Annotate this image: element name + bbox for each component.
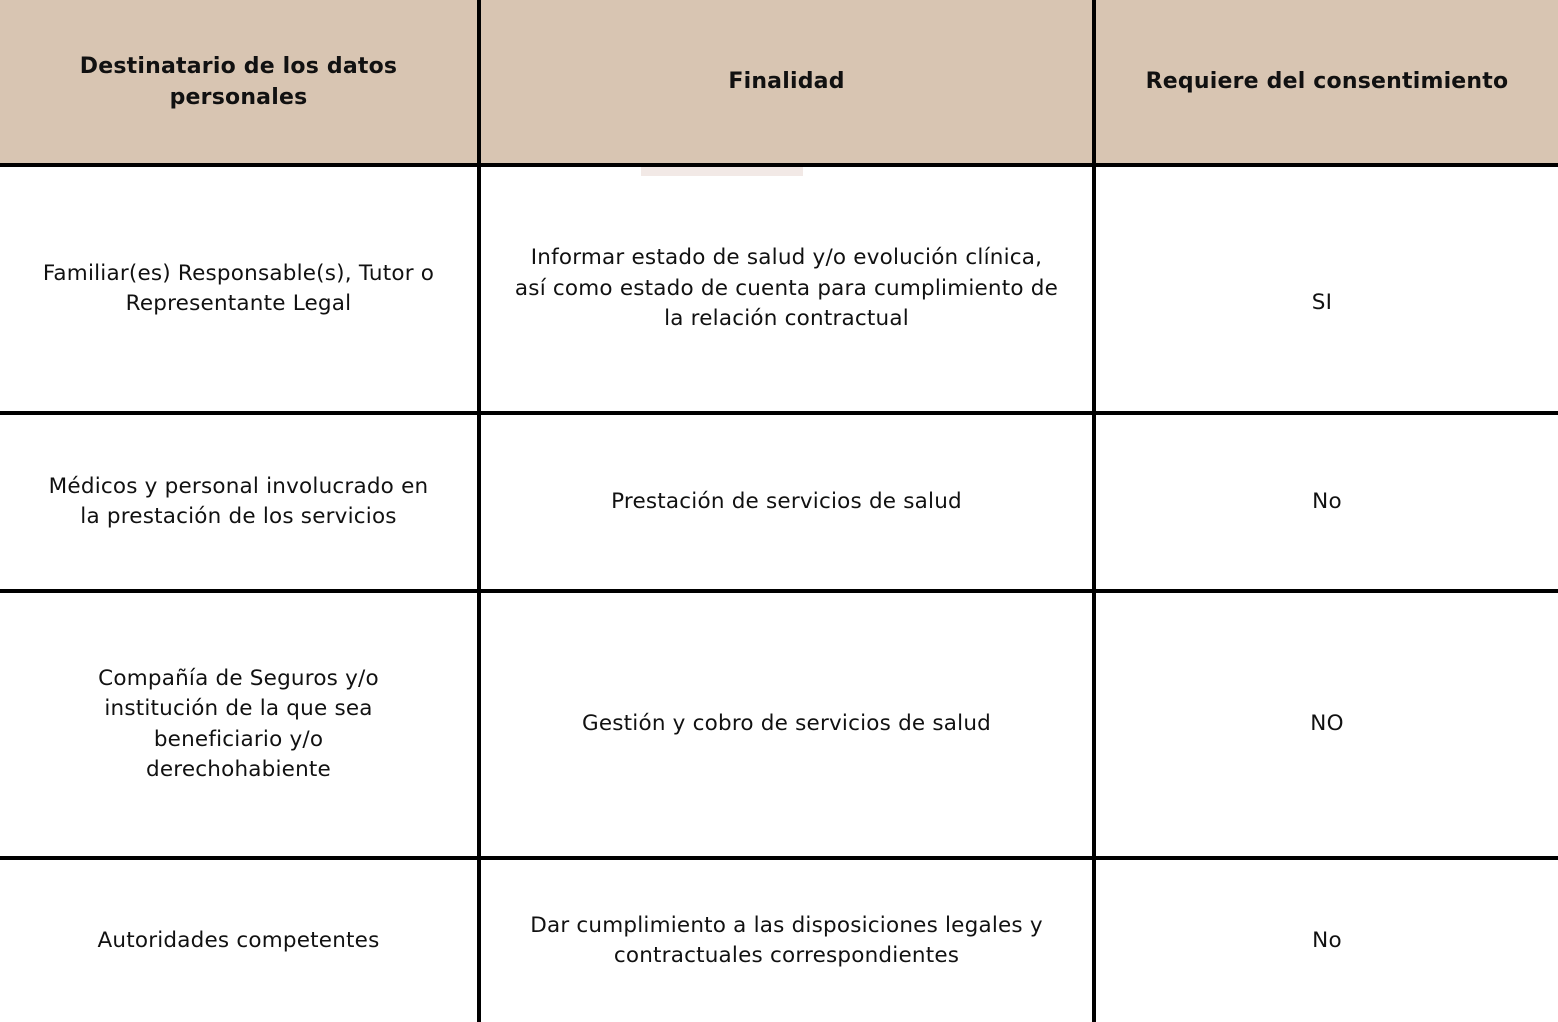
table-row-2-consentimiento bbox=[1096, 415, 1558, 589]
cell-text: Prestación de servicios de salud bbox=[611, 488, 962, 514]
table-row-3-destinatario bbox=[0, 593, 477, 856]
cell-text: No bbox=[1312, 927, 1342, 953]
cell-text: Médicos y personal involucrado en la prestación de los servicios bbox=[48, 473, 429, 529]
table-row-3-consentimiento bbox=[1096, 593, 1558, 856]
header-destinatario bbox=[0, 0, 477, 163]
cell-text: Dar cumplimiento a las disposiciones legales y contractuales correspondientes bbox=[530, 912, 1043, 968]
cell-text: Compañía de Seguros y/o institución de la que sea beneficiario y/o derechohabiente bbox=[98, 665, 379, 782]
cell-text: NO bbox=[1310, 711, 1344, 737]
cell-text: No bbox=[1312, 488, 1342, 514]
cell-text: Informar estado de salud y/o evolución clínica, así como estado de cuenta para cumplimiento de la relación contractual bbox=[514, 245, 1059, 332]
row-divider bbox=[0, 411, 1558, 415]
highlight-artifact bbox=[641, 167, 803, 176]
row-divider bbox=[0, 163, 1558, 167]
table-row-4-destinatario bbox=[0, 860, 477, 1022]
table-row-1-destinatario bbox=[0, 167, 477, 411]
table-row-1-consentimiento bbox=[1096, 167, 1558, 411]
column-divider bbox=[1092, 0, 1096, 1022]
table-row-4-finalidad bbox=[481, 860, 1092, 1022]
table-row-4-consentimiento bbox=[1096, 860, 1558, 1022]
table-row-2-finalidad bbox=[481, 415, 1092, 589]
row-divider bbox=[0, 589, 1558, 593]
header-destinatario-label: Destinatario de los datos personales bbox=[79, 53, 398, 110]
cell-text: SI bbox=[1311, 289, 1333, 315]
header-consentimiento-label: Requiere del consentimiento bbox=[1145, 69, 1509, 94]
row-divider bbox=[0, 856, 1558, 860]
header-finalidad bbox=[481, 0, 1092, 163]
header-finalidad-label: Finalidad bbox=[728, 69, 845, 94]
table-row-1-finalidad bbox=[481, 167, 1092, 411]
table-row-2-destinatario bbox=[0, 415, 477, 589]
cell-text: Autoridades competentes bbox=[97, 927, 380, 953]
header-consentimiento bbox=[1096, 0, 1558, 163]
column-divider bbox=[477, 0, 481, 1022]
table-row-3-finalidad bbox=[481, 593, 1092, 856]
cell-text: Gestión y cobro de servicios de salud bbox=[581, 711, 992, 737]
cell-text: Familiar(es) Responsable(s), Tutor o Representante Legal bbox=[42, 260, 435, 316]
